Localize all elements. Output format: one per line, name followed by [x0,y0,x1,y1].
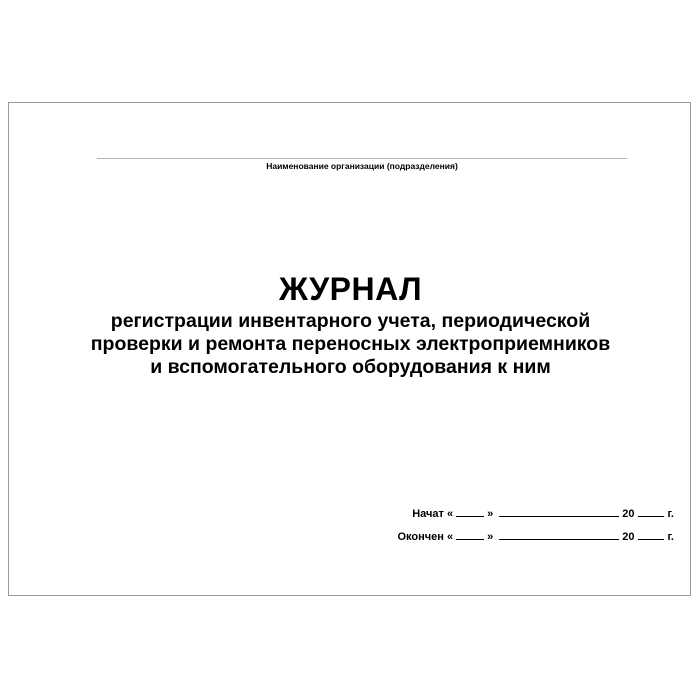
started-label: Начат « [412,508,454,520]
subtitle-line: проверки и ремонта переносных электроприемников [90,333,611,355]
started-quote-close: » [487,508,494,520]
started-year-prefix: 20 [622,508,635,520]
finished-year-suffix: г. [667,531,674,543]
started-month-blank [499,506,619,517]
finished-label: Окончен « [397,531,454,543]
started-day-blank [456,506,484,517]
finished-year-prefix: 20 [622,531,635,543]
organization-name-line [97,158,627,159]
finished-day-blank [456,529,484,540]
started-year-blank [638,506,664,517]
finished-quote-close: » [487,531,494,543]
organization-caption: Наименование организации (подразделения) [266,161,458,171]
journal-title: ЖУРНАЛ [278,271,423,307]
finished-month-blank [499,529,619,540]
date-fields [397,506,674,552]
subtitle-line: регистрации инвентарного учета, периодической [110,310,591,332]
started-date-row [397,506,674,529]
journal-cover [8,102,691,596]
subtitle-line: и вспомогательного оборудования к ним [150,356,551,378]
finished-date-row [397,529,674,552]
journal-subtitle [9,310,692,379]
started-year-suffix: г. [667,508,674,520]
finished-year-blank [638,529,664,540]
